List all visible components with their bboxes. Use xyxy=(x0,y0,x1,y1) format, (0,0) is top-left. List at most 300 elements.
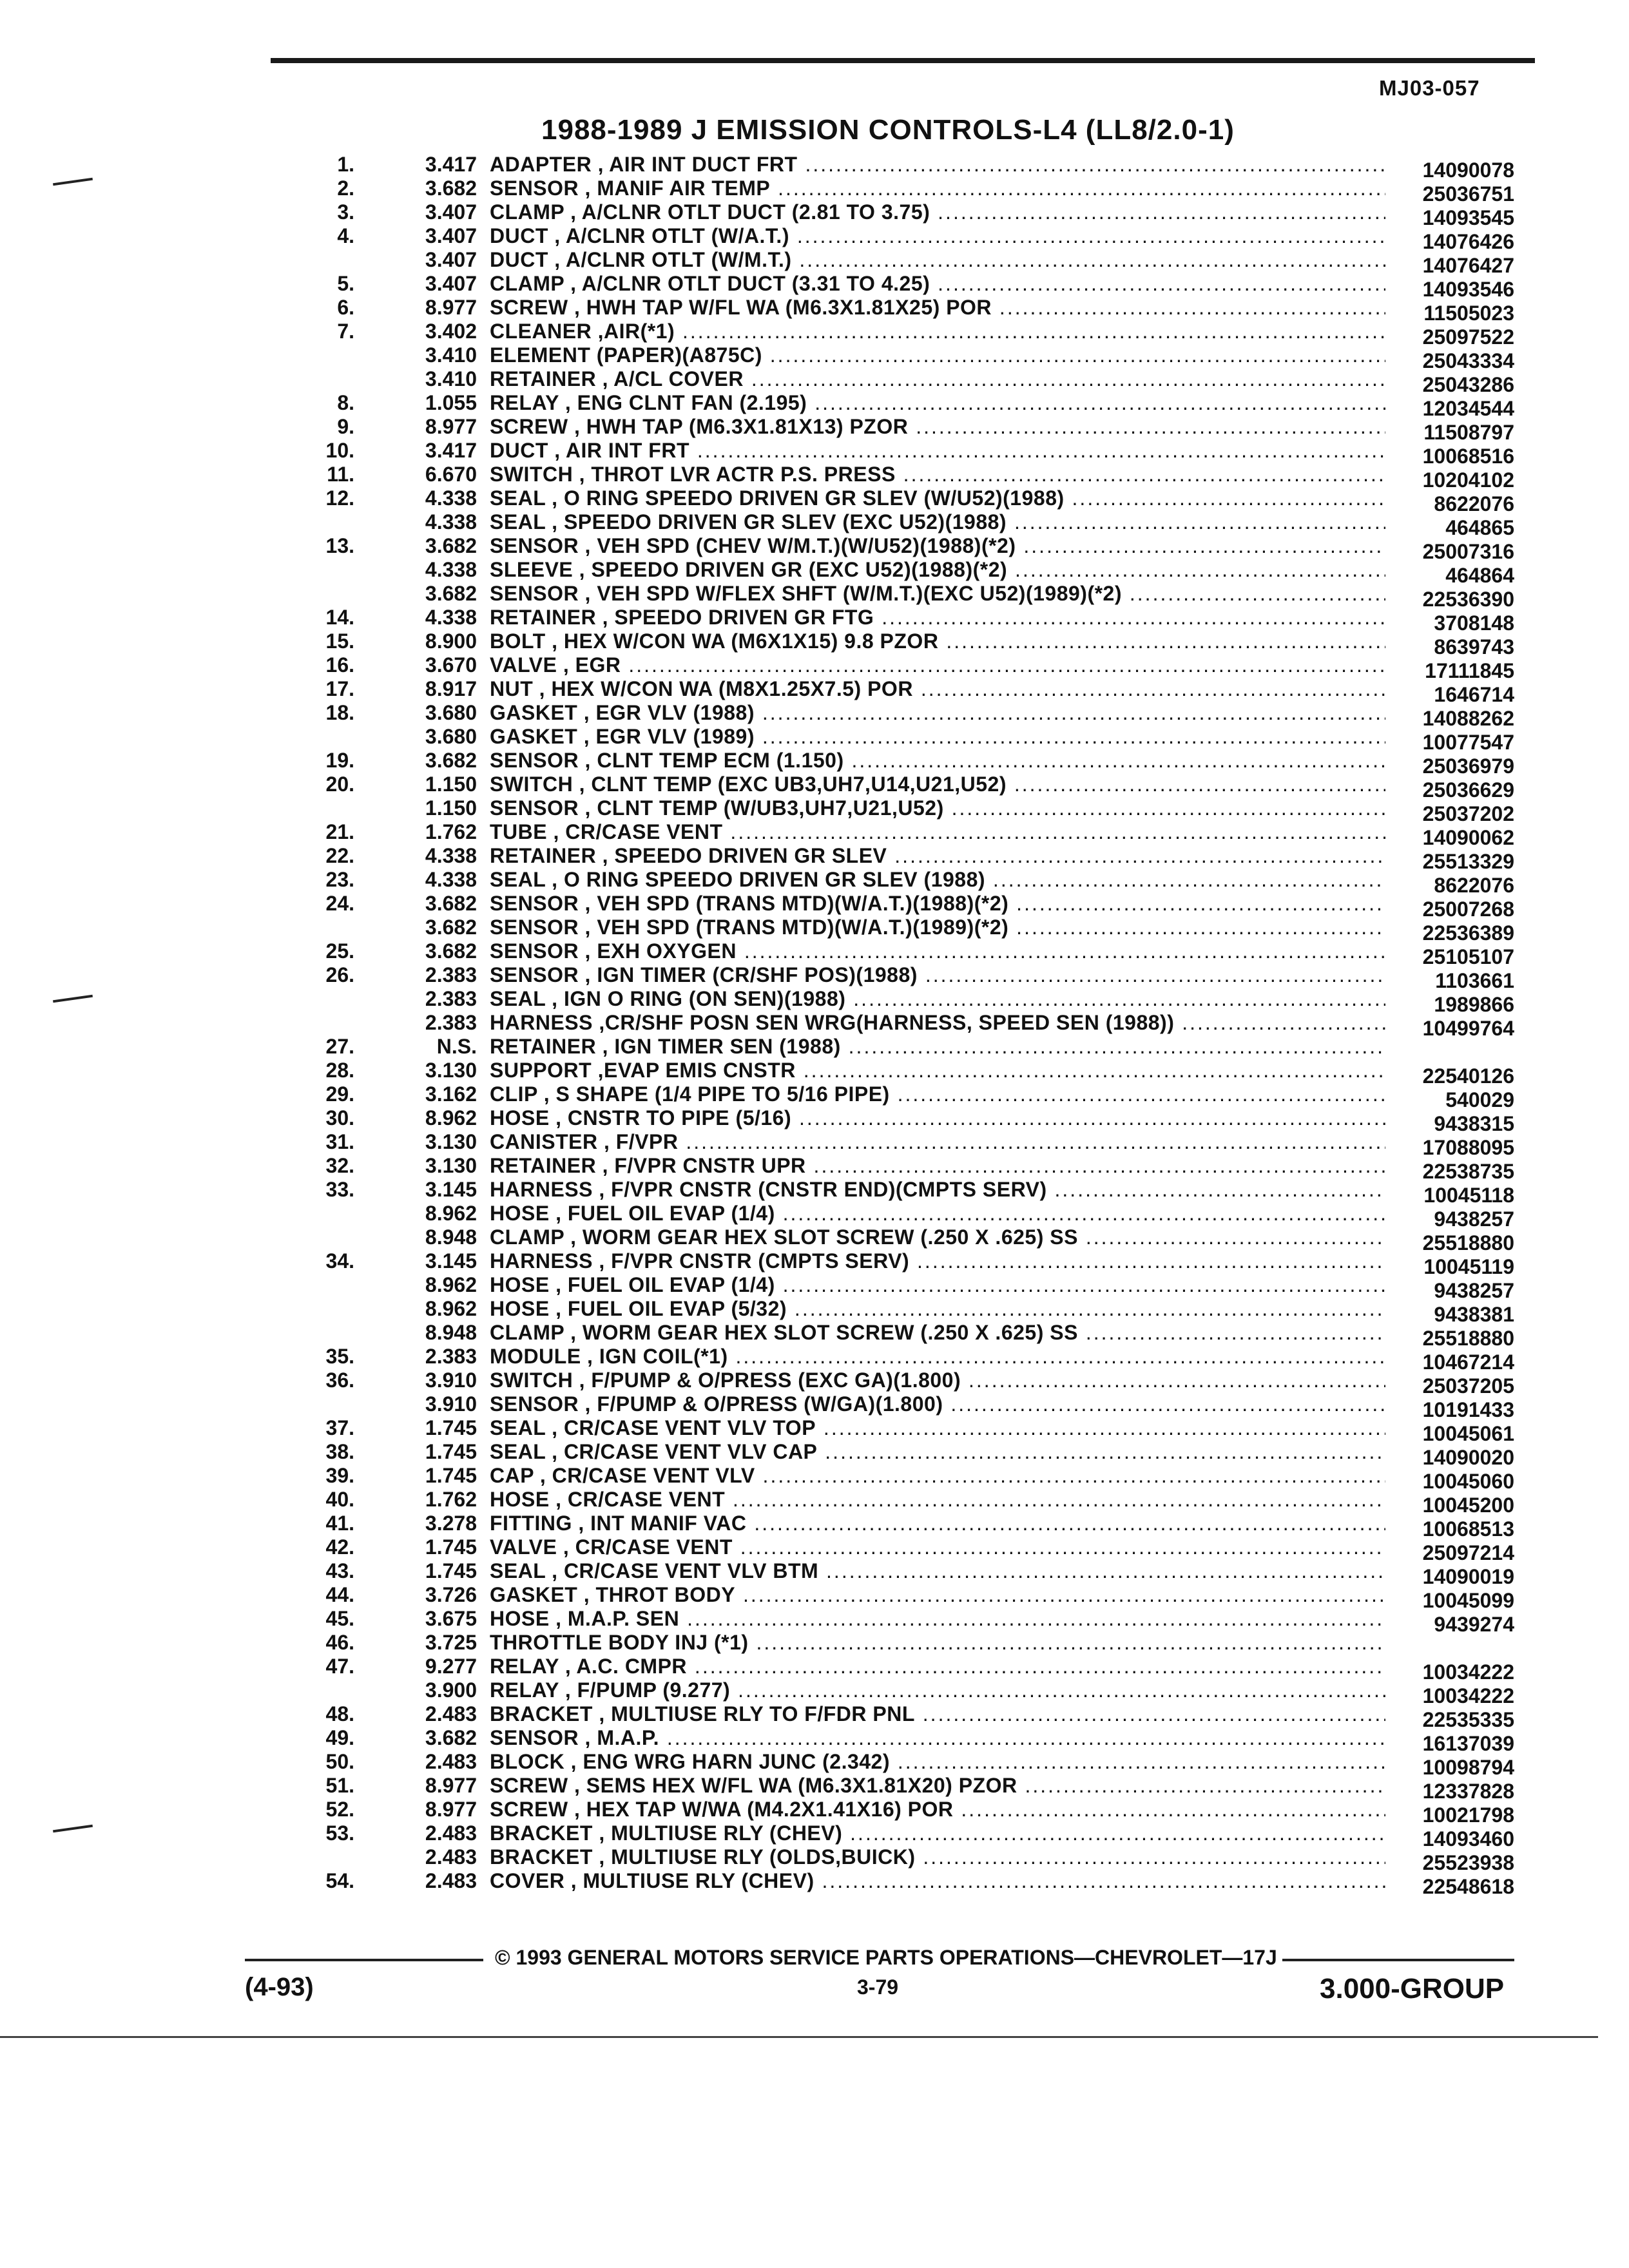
group-number: 3.910 xyxy=(425,1369,477,1392)
table-row xyxy=(0,1154,1629,1183)
group-number: 3.407 xyxy=(425,272,477,295)
part-description: HOSE , M.A.P. SEN ..... xyxy=(490,1607,1385,1631)
group-number: 3.682 xyxy=(425,916,477,939)
table-row xyxy=(0,868,1629,897)
part-number: 8622076 xyxy=(1434,874,1514,897)
part-number: 25105107 xyxy=(1422,945,1514,968)
part-description: VALVE , EGR ..... xyxy=(490,653,1385,677)
part-description: MODULE , IGN COIL(*1) ..... xyxy=(490,1345,1385,1369)
part-number: 14090062 xyxy=(1422,826,1514,849)
part-number: 25523938 xyxy=(1422,1851,1514,1874)
group-number: 3.682 xyxy=(425,582,477,605)
part-description: RETAINER , A/CL COVER ..... xyxy=(490,367,1385,391)
part-description: CLIP , S SHAPE (1/4 PIPE TO 5/16 PIPE) ..... xyxy=(490,1082,1385,1106)
part-number: 10034222 xyxy=(1422,1660,1514,1684)
part-number: 1989866 xyxy=(1434,993,1514,1016)
table-row xyxy=(0,1488,1629,1517)
part-number: 25007316 xyxy=(1422,540,1514,563)
part-number: 9439274 xyxy=(1434,1613,1514,1636)
part-number: 11508797 xyxy=(1423,421,1514,444)
part-number: 17111845 xyxy=(1425,659,1514,682)
group-number: 3.162 xyxy=(425,1082,477,1106)
ref-number: 17. xyxy=(325,677,354,700)
group-number: 1.055 xyxy=(425,391,477,414)
ref-number: 29. xyxy=(325,1082,354,1106)
part-description: DUCT , AIR INT FRT ..... xyxy=(490,439,1385,463)
part-description: FITTING , INT MANIF VAC ..... xyxy=(490,1512,1385,1535)
part-number: 10499764 xyxy=(1422,1017,1514,1040)
part-number: 10021798 xyxy=(1422,1803,1514,1827)
part-number: 25097522 xyxy=(1422,325,1514,349)
table-row xyxy=(0,1392,1629,1421)
table-row xyxy=(0,1464,1629,1493)
part-number: 25036629 xyxy=(1422,778,1514,802)
table-row xyxy=(0,415,1629,444)
part-description: HOSE , FUEL OIL EVAP (1/4) ..... xyxy=(490,1273,1385,1297)
group-number: 2.383 xyxy=(425,987,477,1010)
ref-number: 14. xyxy=(325,606,354,629)
ref-number: 31. xyxy=(325,1130,354,1153)
group-number: 4.338 xyxy=(425,486,477,510)
part-description: VALVE , CR/CASE VENT ..... xyxy=(490,1535,1385,1559)
part-number: 14090078 xyxy=(1422,159,1514,182)
table-row xyxy=(0,1583,1629,1612)
ref-number: 9. xyxy=(337,415,354,438)
table-row xyxy=(0,1059,1629,1088)
group-number: 3.725 xyxy=(425,1631,477,1654)
part-description: SENSOR , IGN TIMER (CR/SHF POS)(1988) ..... xyxy=(490,963,1385,987)
part-description: BRACKET , MULTIUSE RLY TO F/FDR PNL ..... xyxy=(490,1702,1385,1726)
part-number: 464865 xyxy=(1445,516,1514,539)
part-description: SEAL , O RING SPEEDO DRIVEN GR SLEV (1988) ..... xyxy=(490,868,1385,892)
table-row xyxy=(0,987,1629,1016)
table-row xyxy=(0,439,1629,468)
table-row xyxy=(0,1512,1629,1541)
footer-rule-right xyxy=(1282,1959,1514,1961)
ref-number: 18. xyxy=(325,701,354,724)
ref-number: 15. xyxy=(325,629,354,653)
part-description: HOSE , CNSTR TO PIPE (5/16) ..... xyxy=(490,1106,1385,1130)
part-description: SENSOR , MANIF AIR TEMP ..... xyxy=(490,177,1385,200)
group-number: 8.917 xyxy=(425,677,477,700)
part-description: SCREW , HWH TAP (M6.3X1.81X13) PZOR ..... xyxy=(490,415,1385,439)
group-number: 8.962 xyxy=(425,1297,477,1320)
part-number: 9438315 xyxy=(1434,1112,1514,1135)
table-row xyxy=(0,272,1629,301)
part-number: 25043286 xyxy=(1422,373,1514,396)
table-row xyxy=(0,1178,1629,1207)
part-number: 10045061 xyxy=(1422,1422,1514,1445)
table-row xyxy=(0,1202,1629,1231)
group-number: 3.910 xyxy=(425,1392,477,1416)
part-description: SENSOR , VEH SPD (CHEV W/M.T.)(W/U52)(1988)(*2) ..... xyxy=(490,534,1385,558)
ref-number: 11. xyxy=(327,463,354,486)
ref-number: 12. xyxy=(325,486,354,510)
ref-number: 10. xyxy=(325,439,354,462)
group-number: 4.338 xyxy=(425,844,477,867)
group-number: 8.962 xyxy=(425,1273,477,1296)
ref-number: 38. xyxy=(325,1440,354,1463)
table-row xyxy=(0,224,1629,253)
table-row xyxy=(0,916,1629,945)
table-row xyxy=(0,844,1629,873)
part-description: SWITCH , THROT LVR ACTR P.S. PRESS ..... xyxy=(490,463,1385,486)
table-row xyxy=(0,1225,1629,1254)
ref-number: 23. xyxy=(325,868,354,891)
part-number: 12337828 xyxy=(1422,1780,1514,1803)
table-row xyxy=(0,1106,1629,1135)
part-description: RETAINER , SPEEDO DRIVEN GR SLEV ..... xyxy=(490,844,1385,868)
table-row xyxy=(0,653,1629,682)
table-row xyxy=(0,558,1629,587)
group-number: 2.483 xyxy=(425,1821,477,1845)
part-number: 9438257 xyxy=(1434,1279,1514,1302)
ref-number: 3. xyxy=(337,200,354,224)
ref-number: 45. xyxy=(325,1607,354,1630)
group-number: 2.383 xyxy=(425,1011,477,1034)
part-description: SWITCH , F/PUMP & O/PRESS (EXC GA)(1.800) ..... xyxy=(490,1369,1385,1392)
ref-number: 5. xyxy=(337,272,354,295)
part-description: RETAINER , F/VPR CNSTR UPR ..... xyxy=(490,1154,1385,1178)
table-row xyxy=(0,1655,1629,1684)
table-row xyxy=(0,629,1629,658)
table-row xyxy=(0,773,1629,802)
group-number: 3.680 xyxy=(425,725,477,748)
part-number: 14090019 xyxy=(1422,1565,1514,1588)
part-number: 464864 xyxy=(1445,564,1514,587)
parts-list xyxy=(0,153,1629,1898)
group-number: 2.383 xyxy=(425,1345,477,1368)
part-description: RELAY , F/PUMP (9.277) ..... xyxy=(490,1678,1385,1702)
document-code: MJ03-057 xyxy=(1379,76,1480,100)
table-row xyxy=(0,153,1629,182)
group-number: 8.948 xyxy=(425,1321,477,1344)
part-description: DUCT , A/CLNR OTLT (W/M.T.) ..... xyxy=(490,248,1385,272)
part-number: 10045060 xyxy=(1422,1470,1514,1493)
group-number: 3.682 xyxy=(425,1726,477,1749)
ref-number: 33. xyxy=(325,1178,354,1201)
part-description: HARNESS , F/VPR CNSTR (CNSTR END)(CMPTS SERV) ..... xyxy=(490,1178,1385,1202)
part-number: 22548618 xyxy=(1422,1875,1514,1898)
group-number: 3.410 xyxy=(425,367,477,390)
table-row xyxy=(0,1321,1629,1350)
ref-number: 16. xyxy=(325,653,354,677)
group-number: 3.278 xyxy=(425,1512,477,1535)
table-row xyxy=(0,749,1629,778)
table-row xyxy=(0,463,1629,492)
part-description: CLAMP , A/CLNR OTLT DUCT (3.31 TO 4.25) ..... xyxy=(490,272,1385,296)
table-row xyxy=(0,510,1629,539)
group-number: 4.338 xyxy=(425,510,477,533)
footer-rule-left xyxy=(245,1959,483,1961)
part-number: 9438257 xyxy=(1434,1207,1514,1231)
group-number: 8.977 xyxy=(425,415,477,438)
ref-number: 22. xyxy=(325,844,354,867)
table-row xyxy=(0,939,1629,968)
table-row xyxy=(0,1750,1629,1779)
part-description: CLEANER ,AIR(*1) ..... xyxy=(490,320,1385,343)
table-row xyxy=(0,1130,1629,1159)
part-number: 14076426 xyxy=(1422,230,1514,253)
ref-number: 4. xyxy=(337,224,354,247)
group-number: 3.410 xyxy=(425,343,477,367)
part-number: 14088262 xyxy=(1422,707,1514,730)
table-row xyxy=(0,1774,1629,1803)
ref-number: 37. xyxy=(325,1416,354,1439)
ref-number: 52. xyxy=(325,1798,354,1821)
part-description: DUCT , A/CLNR OTLT (W/A.T.) ..... xyxy=(490,224,1385,248)
part-number: 1103661 xyxy=(1435,969,1514,992)
part-number: 25036751 xyxy=(1422,182,1514,206)
table-row xyxy=(0,1559,1629,1588)
part-description: ELEMENT (PAPER)(A875C) ..... xyxy=(490,343,1385,367)
group-number: 1.745 xyxy=(425,1559,477,1582)
ref-number: 7. xyxy=(337,320,354,343)
part-number: 10045119 xyxy=(1423,1255,1514,1278)
group-number: 4.338 xyxy=(425,606,477,629)
part-description: BLOCK , ENG WRG HARN JUNC (2.342) ..... xyxy=(490,1750,1385,1774)
ref-number: 2. xyxy=(337,177,354,200)
part-number: 25513329 xyxy=(1422,850,1514,873)
part-description: SEAL , IGN O RING (ON SEN)(1988) ..... xyxy=(490,987,1385,1011)
part-description: CAP , CR/CASE VENT VLV ..... xyxy=(490,1464,1385,1488)
part-number: 10068513 xyxy=(1422,1517,1514,1541)
table-row xyxy=(0,725,1629,754)
group-number: 8.977 xyxy=(425,1798,477,1821)
part-description: SEAL , CR/CASE VENT VLV CAP ..... xyxy=(490,1440,1385,1464)
group-number: 6.670 xyxy=(425,463,477,486)
table-row xyxy=(0,1011,1629,1040)
part-description: BRACKET , MULTIUSE RLY (OLDS,BUICK) ..... xyxy=(490,1845,1385,1869)
part-number: 3708148 xyxy=(1434,611,1514,635)
table-row xyxy=(0,677,1629,706)
part-number: 11505023 xyxy=(1423,302,1514,325)
part-description: GASKET , THROT BODY ..... xyxy=(490,1583,1385,1607)
table-row xyxy=(0,1082,1629,1111)
part-number: 22538735 xyxy=(1422,1160,1514,1183)
part-number: 8622076 xyxy=(1434,492,1514,515)
group-number: 4.338 xyxy=(425,868,477,891)
group-number: 8.977 xyxy=(425,1774,477,1797)
ref-number: 47. xyxy=(325,1655,354,1678)
bottom-rule xyxy=(0,2036,1598,2038)
ref-number: 13. xyxy=(325,534,354,557)
part-description: CANISTER , F/VPR ..... xyxy=(490,1130,1385,1154)
part-number: 14076427 xyxy=(1422,254,1514,277)
table-row xyxy=(0,177,1629,206)
ref-number: 24. xyxy=(325,892,354,915)
ref-number: 21. xyxy=(325,820,354,843)
ref-number: 44. xyxy=(325,1583,354,1606)
part-number: 22540126 xyxy=(1422,1064,1514,1088)
group-number: 2.483 xyxy=(425,1702,477,1725)
group-number: 4.338 xyxy=(425,558,477,581)
ref-number: 42. xyxy=(325,1535,354,1559)
group-number: 8.962 xyxy=(425,1202,477,1225)
revision-date: (4-93) xyxy=(245,1973,314,2001)
part-number: 10045200 xyxy=(1422,1494,1514,1517)
top-rule xyxy=(271,58,1535,63)
table-row xyxy=(0,1273,1629,1302)
ref-number: 54. xyxy=(325,1869,354,1892)
group-number: 3.407 xyxy=(425,200,477,224)
group-number: 1.762 xyxy=(425,1488,477,1511)
ref-number: 6. xyxy=(337,296,354,319)
ref-number: 50. xyxy=(325,1750,354,1773)
part-description: CLAMP , WORM GEAR HEX SLOT SCREW (.250 X .625) SS ..... xyxy=(490,1321,1385,1345)
group-number: 1.745 xyxy=(425,1440,477,1463)
part-description: SENSOR , F/PUMP & O/PRESS (W/GA)(1.800) ..... xyxy=(490,1392,1385,1416)
part-number: 25518880 xyxy=(1422,1327,1514,1350)
part-number: 25037202 xyxy=(1422,802,1514,825)
part-number: 10467214 xyxy=(1422,1350,1514,1374)
part-number: 14093460 xyxy=(1422,1827,1514,1850)
group-number: 2.483 xyxy=(425,1750,477,1773)
group-number: 1.745 xyxy=(425,1464,477,1487)
table-row xyxy=(0,1631,1629,1655)
part-description: RETAINER , IGN TIMER SEN (1988) ..... xyxy=(490,1035,1385,1059)
part-number: 10204102 xyxy=(1422,468,1514,492)
part-description: HOSE , FUEL OIL EVAP (1/4) ..... xyxy=(490,1202,1385,1225)
group-number: 8.900 xyxy=(425,629,477,653)
part-number: 25007268 xyxy=(1422,898,1514,921)
part-description: SENSOR , CLNT TEMP (W/UB3,UH7,U21,U52) ..... xyxy=(490,796,1385,820)
table-row xyxy=(0,1869,1629,1898)
part-number: 25043334 xyxy=(1422,349,1514,372)
part-description: SENSOR , EXH OXYGEN ..... xyxy=(490,939,1385,963)
part-description: SEAL , SPEEDO DRIVEN GR SLEV (EXC U52)(1988) ..... xyxy=(490,510,1385,534)
part-number: 1646714 xyxy=(1434,683,1514,706)
table-row xyxy=(0,200,1629,229)
table-row xyxy=(0,701,1629,730)
group-number: 1.762 xyxy=(425,820,477,843)
table-row xyxy=(0,320,1629,349)
part-number: 16137039 xyxy=(1422,1732,1514,1755)
ref-number: 28. xyxy=(325,1059,354,1082)
group-number: 3.417 xyxy=(425,153,477,176)
part-description: SENSOR , M.A.P. ..... xyxy=(490,1726,1385,1750)
table-row xyxy=(0,582,1629,611)
part-number: 10077547 xyxy=(1422,731,1514,754)
table-row xyxy=(0,1702,1629,1731)
table-row xyxy=(0,1821,1629,1850)
page-title: 1988-1989 J EMISSION CONTROLS-L4 (LL8/2.0-1) xyxy=(541,114,1235,146)
part-number: 10191433 xyxy=(1422,1398,1514,1421)
ref-number: 51. xyxy=(325,1774,354,1797)
ref-number: 43. xyxy=(325,1559,354,1582)
group-number: 3.726 xyxy=(425,1583,477,1606)
group-label: 3.000-GROUP xyxy=(1320,1973,1505,2004)
ref-number: 36. xyxy=(325,1369,354,1392)
part-description: SCREW , HWH TAP W/FL WA (M6.3X1.81X25) POR ..... xyxy=(490,296,1385,320)
table-row xyxy=(0,343,1629,372)
part-number: 25036979 xyxy=(1422,754,1514,778)
part-description: GASKET , EGR VLV (1988) ..... xyxy=(490,701,1385,725)
group-number: 3.680 xyxy=(425,701,477,724)
part-description: HARNESS , F/VPR CNSTR (CMPTS SERV) ..... xyxy=(490,1249,1385,1273)
ref-number: 49. xyxy=(325,1726,354,1749)
group-number: 3.130 xyxy=(425,1059,477,1082)
group-number: 3.670 xyxy=(425,653,477,677)
part-description: HOSE , CR/CASE VENT ..... xyxy=(490,1488,1385,1512)
table-row xyxy=(0,1678,1629,1707)
group-number: 3.900 xyxy=(425,1678,477,1702)
group-number: 9.277 xyxy=(425,1655,477,1678)
group-number: 2.483 xyxy=(425,1869,477,1892)
group-number: 3.682 xyxy=(425,892,477,915)
part-description: CLAMP , WORM GEAR HEX SLOT SCREW (.250 X .625) SS ..... xyxy=(490,1225,1385,1249)
part-description: CLAMP , A/CLNR OTLT DUCT (2.81 TO 3.75) ..... xyxy=(490,200,1385,224)
table-row xyxy=(0,1607,1629,1636)
ref-number: 53. xyxy=(325,1821,354,1845)
part-description: GASKET , EGR VLV (1989) ..... xyxy=(490,725,1385,749)
part-description: SEAL , CR/CASE VENT VLV TOP ..... xyxy=(490,1416,1385,1440)
table-row xyxy=(0,1845,1629,1874)
part-description: BOLT , HEX W/CON WA (M6X1X15) 9.8 PZOR ..... xyxy=(490,629,1385,653)
table-row xyxy=(0,248,1629,277)
ref-number: 25. xyxy=(325,939,354,963)
table-row xyxy=(0,486,1629,515)
group-number: 2.383 xyxy=(425,963,477,986)
part-description: SENSOR , VEH SPD (TRANS MTD)(W/A.T.)(1989)(*2) ..... xyxy=(490,916,1385,939)
part-description: RETAINER , SPEEDO DRIVEN GR FTG ..... xyxy=(490,606,1385,629)
group-number: 8.962 xyxy=(425,1106,477,1129)
group-number: 1.745 xyxy=(425,1535,477,1559)
group-number: 8.977 xyxy=(425,296,477,319)
ref-number: 39. xyxy=(325,1464,354,1487)
part-description: SENSOR , VEH SPD (TRANS MTD)(W/A.T.)(1988)(*2) ..... xyxy=(490,892,1385,916)
part-description: SWITCH , CLNT TEMP (EXC UB3,UH7,U14,U21,U52) ..... xyxy=(490,773,1385,796)
ref-number: 1. xyxy=(337,153,354,176)
ref-number: 46. xyxy=(325,1631,354,1654)
group-number: 3.682 xyxy=(425,177,477,200)
group-number: 3.145 xyxy=(425,1178,477,1201)
part-number: 10098794 xyxy=(1422,1756,1514,1779)
part-description: NUT , HEX W/CON WA (M8X1.25X7.5) POR ..... xyxy=(490,677,1385,701)
table-row xyxy=(0,1035,1629,1059)
ref-number: 8. xyxy=(337,391,354,414)
ref-number: 41. xyxy=(325,1512,354,1535)
part-number: 10045099 xyxy=(1422,1589,1514,1612)
part-number: 10045118 xyxy=(1423,1184,1514,1207)
table-row xyxy=(0,1369,1629,1398)
table-row xyxy=(0,606,1629,635)
group-number: 3.682 xyxy=(425,939,477,963)
ref-number: 27. xyxy=(325,1035,354,1058)
ref-number: 32. xyxy=(325,1154,354,1177)
part-description: SCREW , SEMS HEX W/FL WA (M6.3X1.81X20) PZOR ..... xyxy=(490,1774,1385,1798)
part-description: THROTTLE BODY INJ (*1) ..... xyxy=(490,1631,1385,1655)
part-description: COVER , MULTIUSE RLY (CHEV) ..... xyxy=(490,1869,1385,1893)
group-number: 1.150 xyxy=(425,796,477,820)
group-number: 3.675 xyxy=(425,1607,477,1630)
part-number: 25097214 xyxy=(1422,1541,1514,1564)
group-number: 3.130 xyxy=(425,1130,477,1153)
part-number: 25518880 xyxy=(1422,1231,1514,1254)
part-description: SENSOR , CLNT TEMP ECM (1.150) ..... xyxy=(490,749,1385,773)
part-number: 25037205 xyxy=(1422,1374,1514,1398)
table-row xyxy=(0,1726,1629,1755)
part-number: 14093545 xyxy=(1422,206,1514,229)
part-description: SCREW , HEX TAP W/WA (M4.2X1.41X16) POR ..... xyxy=(490,1798,1385,1821)
ref-number: 34. xyxy=(325,1249,354,1273)
ref-number: 48. xyxy=(325,1702,354,1725)
part-description: SEAL , O RING SPEEDO DRIVEN GR SLEV (W/U52)(1988) ..... xyxy=(490,486,1385,510)
part-number: 9438381 xyxy=(1434,1303,1514,1326)
part-number: 17088095 xyxy=(1422,1136,1514,1159)
part-number: 22535335 xyxy=(1422,1708,1514,1731)
ref-number: 30. xyxy=(325,1106,354,1129)
